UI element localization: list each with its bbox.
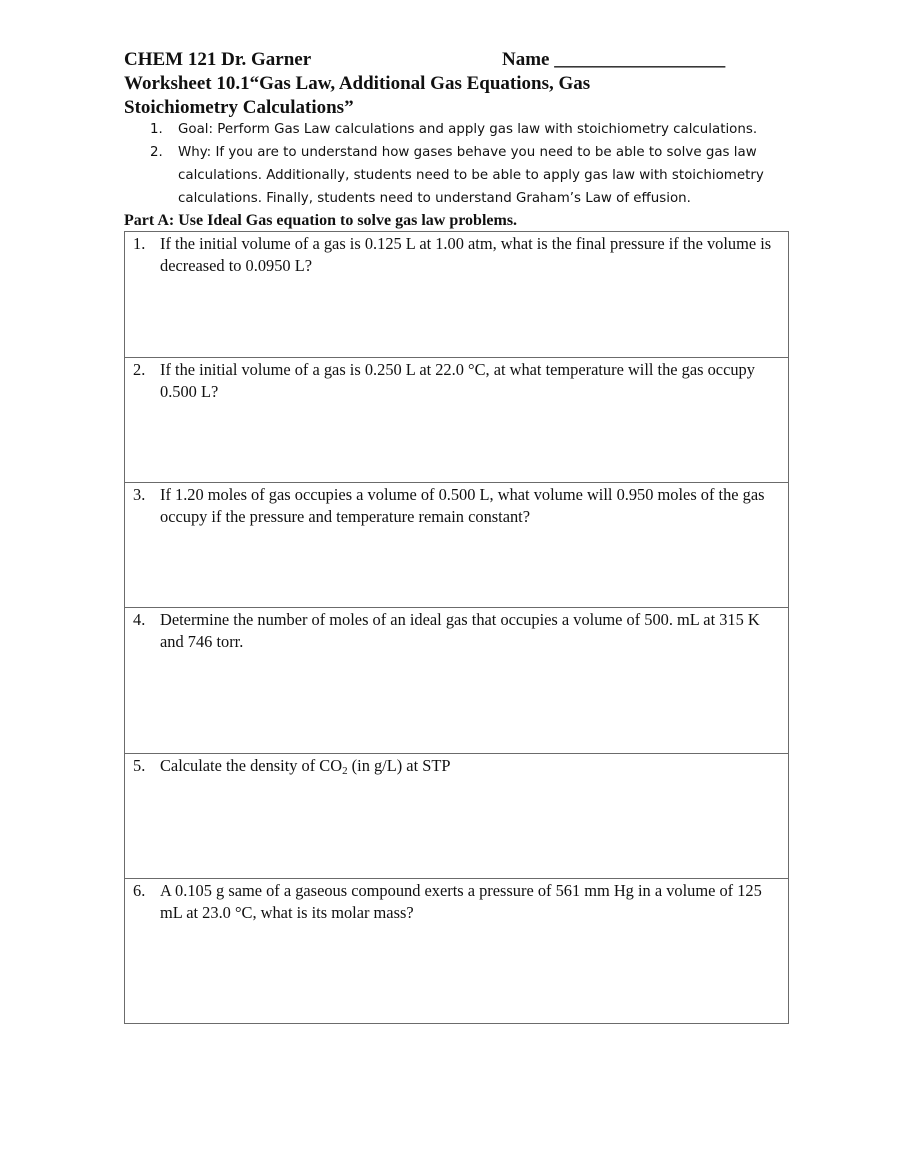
underlined-g: g: [216, 881, 225, 900]
question-row-3: [125, 482, 788, 607]
question-number: 3.: [133, 485, 146, 504]
questions-table: [124, 231, 789, 1024]
question-row-6: [125, 878, 788, 1023]
question-text: If the initial volume of a gas is 0.125 L at 1.00 atm, what is the final pressure if the volume is decreased to 0.0950 L?: [160, 234, 772, 275]
question-row-5: [125, 753, 788, 878]
question-number: 5.: [133, 756, 146, 775]
why-text: Why: If you are to understand how gases behave you need to be able to solve gas law calculations. Additionally, students need to be able to apply gas law with stoichiometry calculations. Finally, students need to understand Graham’s Law of effusion.: [178, 145, 764, 206]
worksheet-title-line-2: Stoichiometry Calculations”: [124, 97, 354, 118]
why-number: 2.: [150, 145, 163, 160]
goal-item: [150, 118, 790, 141]
question-text: If the initial volume of a gas is 0.250 L at 22.0 °C, at what temperature will the gas occupy 0.500 L?: [160, 360, 755, 401]
name-field: Name __________________: [502, 49, 726, 70]
goal-text: Goal: Perform Gas Law calculations and apply gas law with stoichiometry calculations.: [178, 122, 758, 137]
question-row-2: [125, 357, 788, 482]
part-a-heading: Part A: Use Ideal Gas equation to solve gas law problems.: [124, 212, 518, 229]
question-text-part: (in g/L) at STP: [347, 756, 451, 775]
worksheet-title-line-1: Worksheet 10.1“Gas Law, Additional Gas Equations, Gas: [124, 73, 591, 94]
subscript-2: 2: [342, 765, 348, 777]
question-text-part: Calculate the density of CO: [160, 756, 343, 775]
question-number: 2.: [133, 360, 146, 379]
question-text: [160, 755, 776, 780]
question-text: If 1.20 moles of gas occupies a volume of 0.500 L, what volume will 0.950 moles of the gas occupy if the pressure and temperature remain constant?: [160, 485, 765, 526]
question-number: 1.: [133, 234, 146, 253]
question-row-4: [125, 607, 788, 753]
course-title: CHEM 121 Dr. Garner: [124, 49, 312, 70]
question-number: 6.: [133, 881, 146, 900]
goal-number: 1.: [150, 122, 163, 137]
question-number: 4.: [133, 610, 146, 629]
question-text-part: same of a gaseous compound exerts a pressure of 561 mm Hg in a volume of 125 mL at 23.0 °C, what is its molar mass?: [160, 881, 762, 922]
question-text-part: A 0.105: [160, 881, 217, 900]
question-text: [160, 880, 776, 923]
goals-list: [150, 118, 790, 210]
question-text: Determine the number of moles of an ideal gas that occupies a volume of 500. mL at 315 K and 746 torr.: [160, 610, 760, 651]
question-row-1: [125, 232, 788, 357]
why-item: [150, 141, 790, 210]
